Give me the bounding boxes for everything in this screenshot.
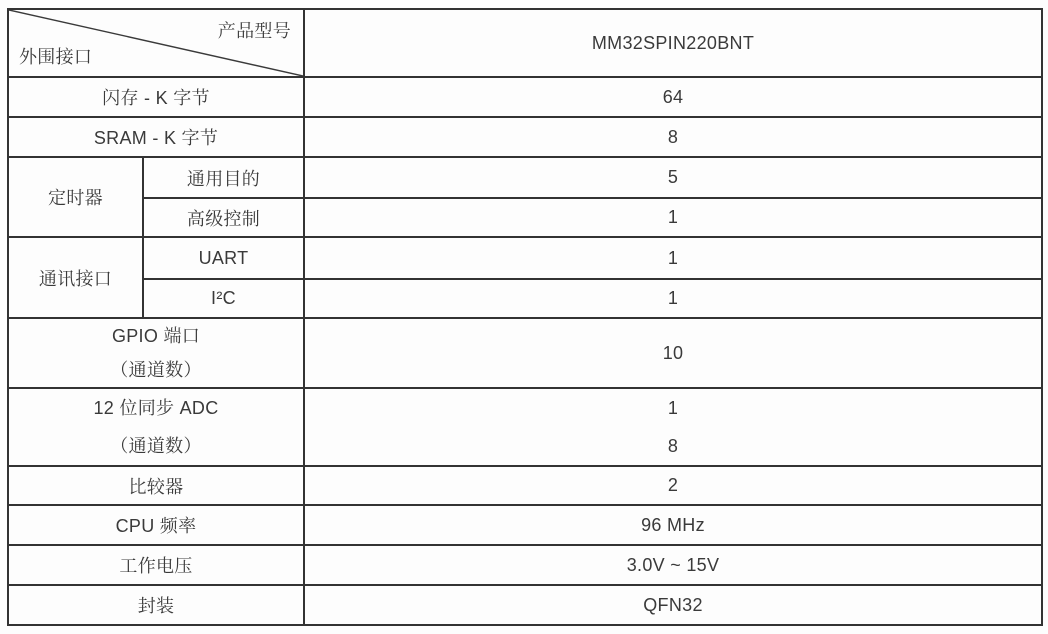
- voltage-value-cell: 3.0V ~ 15V: [304, 545, 1042, 585]
- row-comm-uart: [8, 237, 1042, 279]
- comm-uart-label-cell: UART: [143, 237, 304, 279]
- cpu-label-cell: CPU 频率: [8, 505, 304, 545]
- comm-i2c-label-cell: I²C: [143, 279, 304, 318]
- row-sram: [8, 117, 1042, 157]
- sram-value-cell: 8: [304, 117, 1042, 157]
- timer-advanced-label-cell: 高级控制: [143, 198, 304, 237]
- gpio-value-cell: 10: [304, 318, 1042, 388]
- adc-label-line1: 12 位同步 ADC: [93, 398, 219, 418]
- corner-bottom-label: 外围接口: [19, 47, 93, 67]
- row-gpio: [8, 318, 1042, 388]
- adc-value-cell: [304, 388, 1042, 466]
- adc-label-line2: （通道数）: [110, 436, 202, 456]
- product-model-cell: MM32SPIN220BNT: [304, 9, 1042, 77]
- corner-top-label: 产品型号: [217, 21, 291, 41]
- voltage-label-cell: 工作电压: [8, 545, 304, 585]
- adc-value-line2: 8: [667, 436, 679, 456]
- gpio-label-line1: GPIO 端口: [111, 326, 201, 346]
- timer-advanced-value-cell: 1: [304, 198, 1042, 237]
- row-timer-advanced: [8, 198, 1042, 237]
- adc-label-cell: [8, 388, 304, 466]
- flash-label-cell: 闪存 - K 字节: [8, 77, 304, 117]
- header-corner-cell: [8, 9, 304, 77]
- comparator-label-cell: 比较器: [8, 466, 304, 505]
- comm-i2c-value-cell: 1: [304, 279, 1042, 318]
- cpu-value-cell: 96 MHz: [304, 505, 1042, 545]
- flash-value-cell: 64: [304, 77, 1042, 117]
- row-flash: [8, 77, 1042, 117]
- sram-label-cell: SRAM - K 字节: [8, 117, 304, 157]
- comm-uart-value-cell: 1: [304, 237, 1042, 279]
- row-adc: [8, 388, 1042, 466]
- timer-general-value-cell: 5: [304, 157, 1042, 198]
- timer-general-label-cell: 通用目的: [143, 157, 304, 198]
- row-package: [8, 585, 1042, 625]
- row-cpu: [8, 505, 1042, 545]
- adc-value-line1: 1: [667, 398, 679, 418]
- timer-group-cell: 定时器: [8, 157, 143, 237]
- row-comparator: [8, 466, 1042, 505]
- row-voltage: [8, 545, 1042, 585]
- package-value-cell: QFN32: [304, 585, 1042, 625]
- gpio-label-line2: （通道数）: [110, 360, 202, 380]
- row-header: [8, 9, 1042, 77]
- row-timer-general: [8, 157, 1042, 198]
- spec-table: [7, 8, 1043, 626]
- row-comm-i2c: [8, 279, 1042, 318]
- comm-group-cell: 通讯接口: [8, 237, 143, 318]
- package-label-cell: 封装: [8, 585, 304, 625]
- comparator-value-cell: 2: [304, 466, 1042, 505]
- gpio-label-cell: [8, 318, 304, 388]
